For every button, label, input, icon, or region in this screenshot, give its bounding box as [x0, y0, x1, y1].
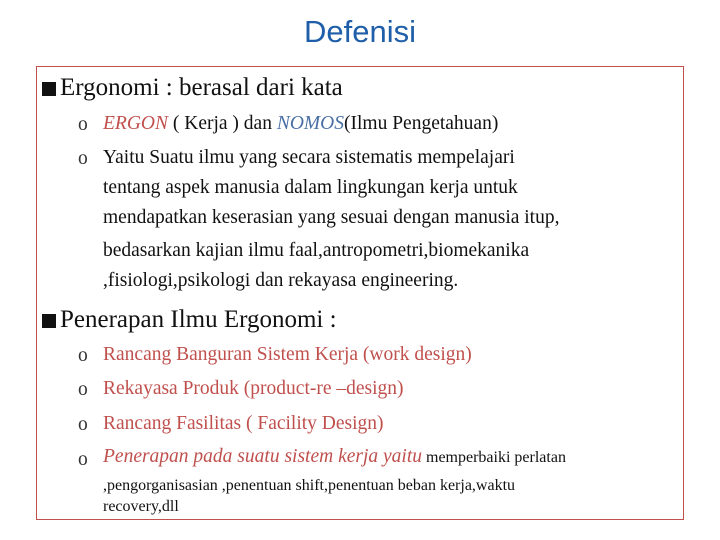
section2-heading: Penerapan Ilmu Ergonomi :: [60, 306, 337, 333]
definition-line-3: mendapatkan keserasian yang sesuai dengan manusia itup,: [103, 207, 560, 228]
application-item-4-italic: Penerapan pada suatu sistem kerja yaitu: [103, 446, 422, 467]
bullet-ergon-nomos: [103, 113, 498, 135]
application-item-4-cont1: ,pengorganisasian ,penentuan shift,penentuan beban kerja,waktu: [103, 477, 516, 494]
slide-title: Defenisi: [304, 14, 416, 49]
circle-bullet-icon: o: [78, 148, 88, 169]
square-bullet-icon: [42, 314, 56, 328]
circle-bullet-icon: o: [78, 449, 88, 470]
circle-bullet-icon: o: [78, 379, 88, 400]
circle-bullet-icon: o: [78, 414, 88, 435]
section2-heading-row: [42, 306, 337, 334]
application-item-1: Rancang Banguran Sistem Kerja (work design): [103, 344, 472, 365]
ergon-term: ERGON: [103, 113, 168, 134]
section1-heading-row: [42, 74, 343, 102]
circle-bullet-icon: o: [78, 114, 88, 135]
ilmu-text: (Ilmu Pengetahuan): [344, 113, 499, 134]
definition-line-5: ,fisiologi,psikologi dan rekayasa engineering.: [103, 270, 459, 291]
application-item-3: Rancang Fasilitas ( Facility Design): [103, 413, 384, 434]
definition-line-1: Yaitu Suatu ilmu yang secara sistematis mempelajari: [103, 147, 515, 168]
application-item-4-cont2: recovery,dll: [103, 498, 179, 515]
circle-bullet-icon: o: [78, 345, 88, 366]
square-bullet-icon: [42, 82, 56, 96]
application-item-4: [103, 446, 566, 468]
kerja-text: ( Kerja ) dan: [168, 113, 277, 134]
application-item-4-rest: memperbaiki perlatan: [422, 449, 566, 466]
definition-line-4: bedasarkan kajian ilmu faal,antropometri,biomekanika: [103, 240, 530, 261]
application-item-2: Rekayasa Produk (product-re –design): [103, 378, 404, 399]
section1-heading: Ergonomi : berasal dari kata: [60, 74, 343, 101]
definition-line-2: tentang aspek manusia dalam lingkungan kerja untuk: [103, 177, 518, 198]
nomos-term: NOMOS: [276, 113, 344, 134]
